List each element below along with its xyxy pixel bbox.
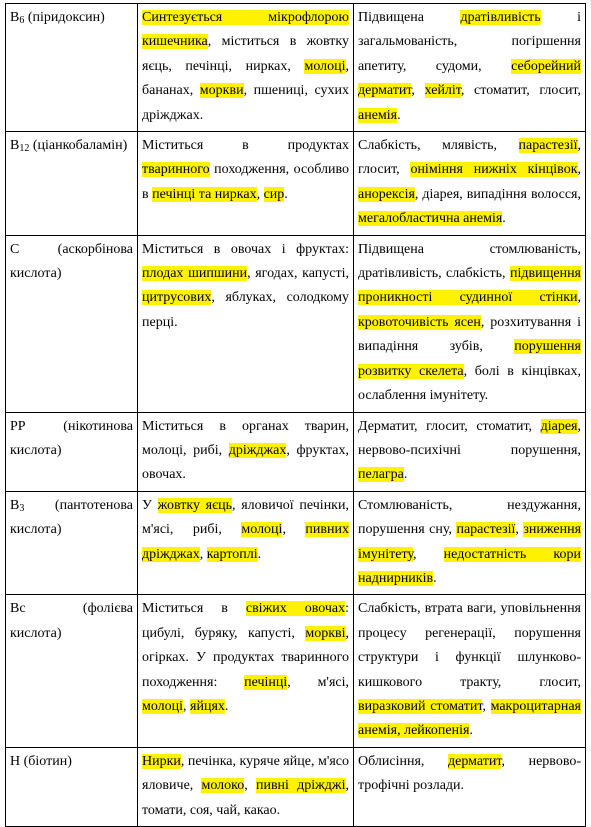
highlighted-text: печінці та нирках <box>152 186 257 202</box>
vitamin-name-cell <box>6 235 138 412</box>
highlighted-text: недостатність кори наднирників <box>358 546 581 586</box>
deficiency-symptoms-cell <box>354 4 586 132</box>
highlighted-text: дерматит <box>448 753 502 769</box>
highlighted-text: картоплі <box>206 546 258 562</box>
text-run: , томати, соя, чай, какао. <box>142 778 349 818</box>
text-run: , <box>244 778 256 794</box>
text-run: , <box>413 546 444 562</box>
vitamin-name-cell <box>6 132 138 236</box>
highlighted-text: тваринного <box>142 162 210 178</box>
text-run: Слабкість, млявість, <box>358 138 519 154</box>
highlighted-text: Синтезується мікрофлорою кишечника <box>142 10 349 50</box>
text-run: Міститься в <box>142 601 246 617</box>
text-run: , <box>183 698 191 714</box>
text-run: , <box>577 290 581 306</box>
sources-cell <box>138 491 354 595</box>
text-run: , болі в кінцівках, ослаблення імунітету. <box>358 363 581 404</box>
text-run: . <box>397 107 401 123</box>
text-run: : цибулі, буряку, капусті, <box>142 601 349 641</box>
text-run: , <box>411 83 425 99</box>
deficiency-symptoms-cell <box>354 412 586 491</box>
highlighted-text: дратівливість <box>460 10 541 25</box>
text-run: , огірках. У продуктах тваринного походження: <box>142 625 349 690</box>
text-run: походження, особливо в <box>142 162 349 202</box>
text-run: , ягодах, капусті, <box>247 266 349 282</box>
text-run: , яловичої печінки, м'ясі, рибі, <box>142 497 349 538</box>
text-run: Міститься в продуктах <box>142 138 349 154</box>
text-run: B <box>10 10 20 25</box>
deficiency-symptoms-cell <box>354 747 586 826</box>
subscript: 3 <box>19 502 25 514</box>
deficiency-symptoms-cell <box>354 132 586 236</box>
highlighted-text: кровоточивість ясен <box>358 314 481 330</box>
text-run: . <box>403 467 408 483</box>
text-run: , печінка, куряче яйце, м'ясо яловиче, <box>142 753 349 794</box>
text-run: , глосит, <box>358 138 581 178</box>
highlighted-text: пивні дріжджі <box>255 778 346 794</box>
highlighted-text: дріжджах <box>228 442 287 458</box>
vitamin-name-cell <box>6 747 138 826</box>
text-run: Bc (фолієва кислота) <box>10 601 133 641</box>
highlighted-text: діарея <box>540 418 578 434</box>
text-run: , <box>282 522 306 538</box>
table-row <box>6 491 586 595</box>
text-run: PP (нікотинова кислота) <box>10 418 133 458</box>
vitamin-name-cell <box>6 595 138 747</box>
text-run: , стоматит, глосит, <box>460 83 582 99</box>
table-row <box>6 235 586 412</box>
text-run: і загальмованість, погіршення апетиту, судоми, <box>358 10 581 74</box>
deficiency-symptoms-cell <box>354 595 586 747</box>
text-run: , яблуках, солодкому перці. <box>142 290 349 330</box>
highlighted-text: моркви <box>199 83 244 99</box>
sources-cell <box>138 595 354 747</box>
highlighted-text: анорексія <box>358 186 415 202</box>
highlighted-text: себорейний дерматит <box>358 58 581 99</box>
highlighted-text: молоці <box>241 522 283 538</box>
text-run: Облисіння, <box>358 753 449 769</box>
text-run: , нервово-трофічні розлади. <box>358 753 581 794</box>
text-run: , міститься в жовтку яєць, печінці, нирках, <box>142 34 349 74</box>
text-run: . <box>502 211 506 227</box>
highlighted-text: молоко <box>201 778 245 794</box>
highlighted-text: підвищення проникності судинної стінки <box>358 266 581 306</box>
text-run: H (біотин) <box>10 753 72 769</box>
text-run: , <box>256 186 264 202</box>
sources-cell <box>138 132 354 236</box>
deficiency-symptoms-cell <box>354 491 586 595</box>
text-run: (ціанкобаламін) <box>29 138 128 154</box>
highlighted-text: мегалобластична анемія <box>358 211 503 227</box>
highlighted-text: макроцитарная анемія, лейкопенія <box>358 698 581 739</box>
text-run: , фруктах, овочах. <box>142 442 349 483</box>
text-run: , бананах, <box>142 58 349 99</box>
text-run: . <box>433 570 437 586</box>
text-run: Підвищена <box>358 10 461 25</box>
text-run: , діарея, випадіння волосся, <box>414 186 581 202</box>
text-run: , пшениці, сухих дріжджах. <box>142 83 350 123</box>
highlighted-text: парастезії <box>456 522 516 538</box>
highlighted-text: молоці <box>142 698 184 714</box>
text-run: . <box>224 698 229 714</box>
text-run: . <box>469 723 473 739</box>
text-run: Міститься в овочах і фруктах: <box>142 241 349 257</box>
table-row <box>6 747 586 826</box>
highlighted-text: виразковий стоматит <box>358 698 483 714</box>
table-row <box>6 412 586 491</box>
highlighted-text: парастезії <box>518 138 578 154</box>
vitamin-name-cell <box>6 491 138 595</box>
subscript: 6 <box>19 15 25 26</box>
vitamin-table <box>5 3 586 827</box>
highlighted-text: моркві <box>305 625 346 641</box>
highlighted-text: жовтку яєць <box>157 497 232 513</box>
text-run: Стомлюваність, нездужання, порушення сну, <box>358 497 581 538</box>
deficiency-symptoms-cell <box>354 235 586 412</box>
text-run: C (аскорбінова кислота) <box>10 241 133 282</box>
sources-cell <box>138 235 354 412</box>
text-run: (піридоксин) <box>24 10 105 25</box>
text-run: (пантотенова кислота) <box>10 497 133 538</box>
highlighted-text: яйцях <box>190 698 225 714</box>
highlighted-text: анемія <box>358 107 398 123</box>
text-run: , <box>482 698 491 714</box>
table-row <box>6 595 586 747</box>
highlighted-text: хейліт <box>424 83 461 99</box>
vitamin-name-cell <box>6 412 138 491</box>
sources-cell <box>138 4 354 132</box>
highlighted-text: оніміння нижніх кінцівок <box>410 162 578 178</box>
sources-cell <box>138 412 354 491</box>
text-run: Дерматит, глосит, стоматит, <box>358 418 541 434</box>
highlighted-text: сир <box>263 186 285 202</box>
subscript: 12 <box>19 143 30 155</box>
highlighted-text: Нирки <box>142 753 181 769</box>
highlighted-text: свіжих овочах <box>245 601 346 617</box>
text-run: , розхитування і випадіння зубів, <box>358 314 581 355</box>
text-run: , м'ясі, <box>287 674 349 690</box>
text-run: , <box>577 162 581 178</box>
table-row <box>6 132 586 236</box>
highlighted-text: плодах шипшини <box>142 266 248 282</box>
table-row <box>6 4 586 132</box>
text-run: Підвищена стомлюваність, дратівливість, слабкість, <box>358 241 581 282</box>
text-run: B <box>10 138 20 154</box>
text-run: У <box>142 497 158 513</box>
text-run: Міститься в органах тварин, молоці, рибі, <box>142 418 349 458</box>
text-run: B <box>10 497 20 513</box>
text-run: . <box>257 546 262 562</box>
highlighted-text: печінці <box>244 674 288 690</box>
text-run: , <box>515 522 524 538</box>
highlighted-text: пелагра <box>358 467 404 483</box>
highlighted-text: цитрусових <box>142 290 212 306</box>
highlighted-text: пивних дріжджах <box>142 522 350 562</box>
vitamin-name-cell <box>6 4 138 132</box>
text-run: . <box>284 186 288 202</box>
text-run: , нервово-психічні порушення, <box>358 418 581 458</box>
text-run: , <box>199 546 207 562</box>
highlighted-text: молоці <box>304 58 346 74</box>
sources-cell <box>138 747 354 826</box>
highlighted-text: порушення розвитку скелета <box>358 339 581 379</box>
highlighted-text: зниження імунітету <box>358 522 582 562</box>
text-run: Слабкість, втрата ваги, уповільнення процесу регенерації, порушення структури і функції шлунково-кишкового тракту, глосит, <box>358 601 581 690</box>
